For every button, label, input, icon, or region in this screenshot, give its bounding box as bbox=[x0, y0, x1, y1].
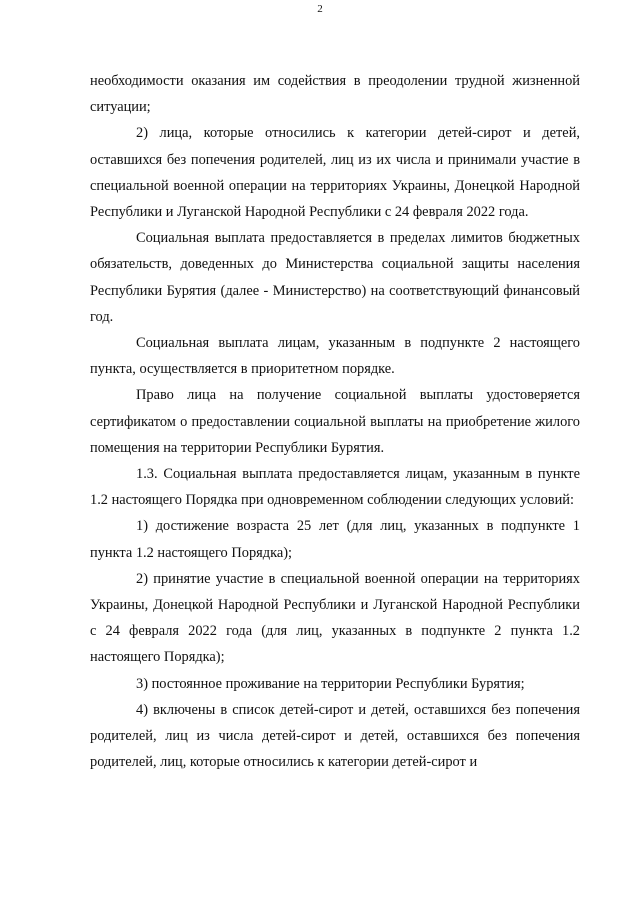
paragraph-6: 1.3. Социальная выплата предоставляется лицам, указанным в пункте 1.2 настоящего Порядка при одновременном соблюдении следующих условий: bbox=[90, 466, 580, 509]
paragraph-9: 3) постоянное проживание на территории Республики Бурятия; bbox=[136, 675, 525, 692]
paragraph-4: Социальная выплата лицам, указанным в подпункте 2 настоящего пункта, осуществляется в приоритетном порядке. bbox=[90, 335, 580, 378]
paragraph-10: 4) включены в список детей-сирот и детей, оставшихся без попечения родителей, лиц из числа детей-сирот и детей, оставшихся без попечения родителей, лиц, которые относились к категории детей-сирот и bbox=[90, 701, 580, 771]
document-body bbox=[90, 68, 580, 775]
page-number: 2 bbox=[317, 3, 323, 15]
paragraph-8: 2) принятие участие в специальной военной операции на территориях Украины, Донецкой Народной Республики и Луганской Народной Республики с 24 февраля 2022 года (для лиц, указанных в подпункте 2 пункта 1.2 настоящего Порядка); bbox=[90, 570, 580, 666]
paragraph-2: 2) лица, которые относились к категории детей-сирот и детей, оставшихся без попечения родителей, лиц из их числа и принимали участие в специальной военной операции на территориях Украины, Донецкой Народной Республики и Луганской Народной Республики с 24 февраля 2022 года. bbox=[90, 125, 580, 221]
paragraph-1: необходимости оказания им содействия в преодолении трудной жизненной ситуации; bbox=[90, 73, 580, 116]
paragraph-3: Социальная выплата предоставляется в пределах лимитов бюджетных обязательств, доведенных до Министерства социальной защиты населения Республики Бурятия (далее - Министерство) на соответствующий финансовый год. bbox=[90, 230, 580, 325]
paragraph-7: 1) достижение возраста 25 лет (для лиц, указанных в подпункте 1 пункта 1.2 настоящего Порядка); bbox=[90, 518, 580, 561]
paragraph-5: Право лица на получение социальной выплаты удостоверяется сертификатом о предоставлении социальной выплаты на приобретение жилого помещения на территории Республики Бурятия. bbox=[90, 387, 580, 456]
